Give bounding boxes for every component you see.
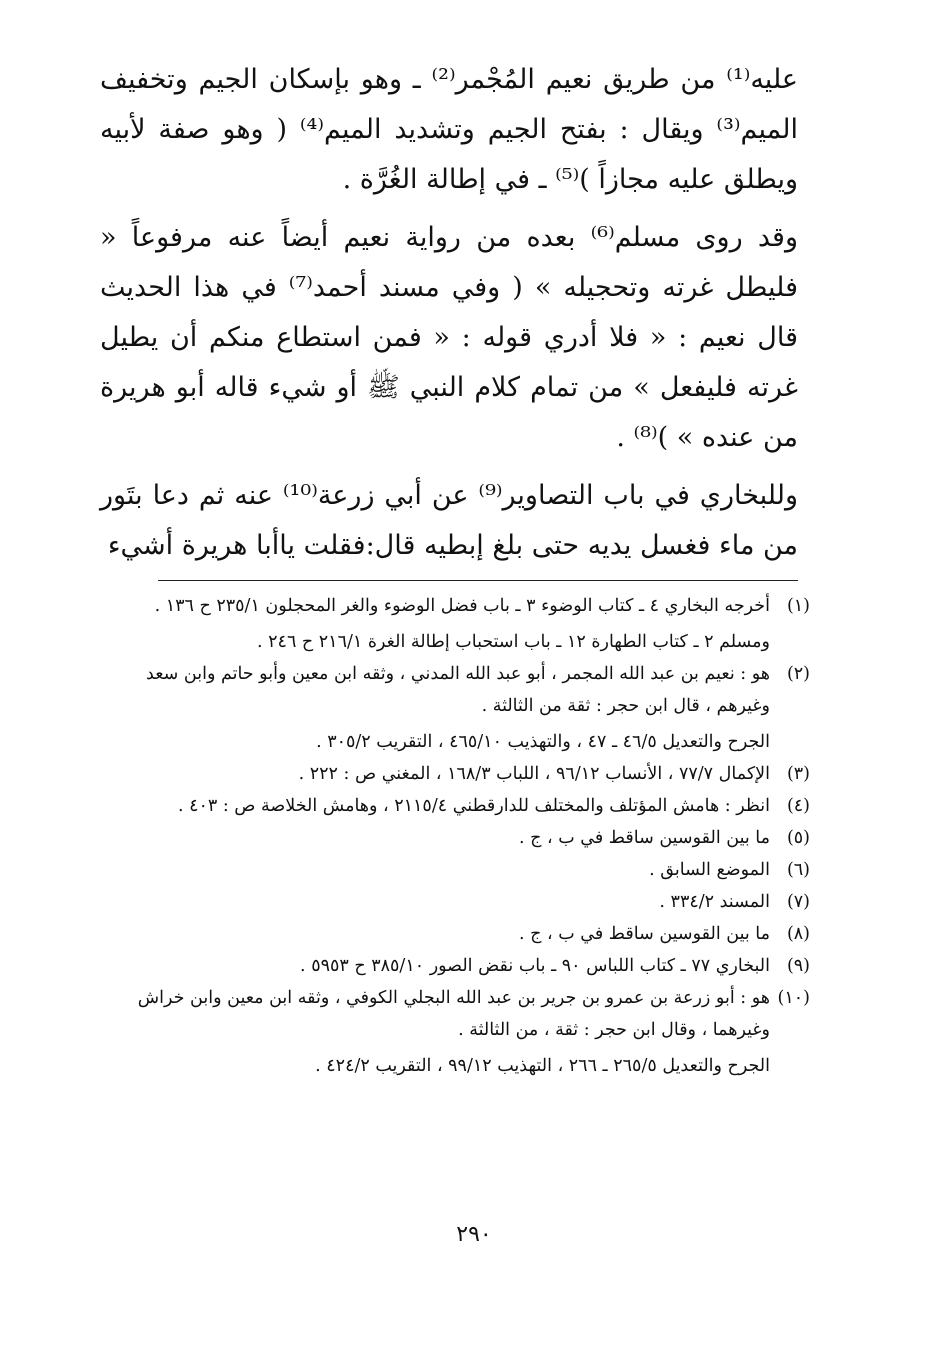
footnote: [98, 854, 810, 886]
footnote-line: الجرح والتعديل ٢٦٥/٥ ـ ٢٦٦ ، التهذيب ٩٩/١٢ ، التقريب ٤٢٤/٢ .: [315, 1056, 770, 1076]
footnote-number: (٥): [786, 828, 810, 848]
footnote-line: ومسلم ٢ ـ كتاب الطهارة ١٢ ـ باب استحباب إطالة الغرة ٢١٦/١ ح ٢٤٦ .: [257, 632, 770, 652]
footnote-divider: [158, 580, 798, 581]
footnote-text: [98, 918, 770, 950]
footnote-text: [98, 950, 770, 982]
footnote-line: أخرجه البخاري ٤ ـ كتاب الوضوء ٣ ـ باب فضل الوضوء والغر المحجلون ٢٣٥/١ ح ١٣٦ .: [154, 596, 770, 616]
footnote-number: (٩): [786, 956, 810, 976]
footnotes: [98, 590, 810, 1082]
footnote: [98, 658, 810, 758]
footnote-number: (٣): [786, 764, 810, 784]
footnote-text: [98, 982, 770, 1082]
footnote-line: هو : نعيم بن عبد الله المجمر ، أبو عبد الله المدني ، وثقه ابن معين وأبو حاتم وابن سعد وغيرهم ، قال ابن حجر : ثقة من الثالثة .: [146, 664, 770, 716]
footnote-line: ما بين القوسين ساقط في ب ، ج .: [519, 924, 770, 944]
footnote-number: (٤): [786, 796, 810, 816]
footnote: [98, 790, 810, 822]
footnote-text: [98, 758, 770, 790]
footnote: [98, 822, 810, 854]
paragraph: وقد روى مسلم⁽⁶⁾ بعده من رواية نعيم أيضاً عنه مرفوعاً « فليطل غرته وتحجيله » ( وفي مسند أحمد⁽⁷⁾ في هذا الحديث قال نعيم : « فلا أدري قوله : « فمن استطاع منكم أن يطيل غرته فليفعل » من تمام كلام النبي ﷺ أو شيء قاله أبو هريرة من عنده » )⁽⁸⁾ .: [100, 222, 798, 453]
page-number: ٢٩٠: [456, 1222, 492, 1247]
footnote-number: (١٠): [777, 988, 810, 1008]
footnote-line: انظر : هامش المؤتلف والمختلف للدارقطني ٢١١٥/٤ ، وهامش الخلاصة ص : ٤٠٣ .: [177, 796, 770, 816]
footnote-number: (٢): [786, 664, 810, 684]
footnote-number: (٧): [786, 892, 810, 912]
footnote-line: المسند ٣٣٤/٢ .: [659, 892, 770, 912]
footnote: [98, 982, 810, 1082]
footnote-number: (١): [786, 596, 810, 616]
paragraph: وللبخاري في باب التصاوير⁽⁹⁾ عن أبي زرعة⁽¹⁰⁾ عنه ثم دعا بتَور من ماء فغسل يديه حتى بلغ إبطيه قال:فقلت ياأبا هريرة أشيء: [100, 480, 798, 561]
footnote-line: البخاري ٧٧ ـ كتاب اللباس ٩٠ ـ باب نقض الصور ٣٨٥/١٠ ح ٥٩٥٣ .: [300, 956, 770, 976]
footnote-line: الجرح والتعديل ٤٦/٥ ـ ٤٧ ، والتهذيب ٤٦٥/١٠ ، التقريب ٣٠٥/٢ .: [316, 732, 770, 752]
footnote-text: [98, 822, 770, 854]
footnote: [98, 590, 810, 658]
footnote-line: هو : أبو زرعة بن عمرو بن جرير بن عبد الله البجلي الكوفي ، وثقه ابن معين وابن خراش وغيرهما ، وقال ابن حجر : ثقة ، من الثالثة .: [137, 988, 770, 1040]
footnote: [98, 886, 810, 918]
footnote-text: [98, 790, 770, 822]
footnote: [98, 758, 810, 790]
footnote-text: [98, 590, 770, 658]
footnote-text: [98, 854, 770, 886]
footnote: [98, 950, 810, 982]
footnote-number: (٦): [786, 860, 810, 880]
footnote-text: [98, 658, 770, 758]
footnote-line: الإكمال ٧٧/٧ ، الأنساب ٩٦/١٢ ، اللباب ١٦٨/٣ ، المغني ص : ٢٢٢ .: [298, 764, 770, 784]
main-text: [100, 55, 798, 571]
paragraph: عليه⁽¹⁾ من طريق نعيم المُجْمر⁽²⁾ ـ وهو بإسكان الجيم وتخفيف الميم⁽³⁾ ويقال : بفتح الجيم وتشديد الميم⁽⁴⁾ ( وهو صفة لأبيه ويطلق عليه مجازاً )⁽⁵⁾ ـ في إطالة الغُرَّة .: [100, 64, 798, 195]
footnote-line: الموضع السابق .: [649, 860, 770, 880]
footnote-number: (٨): [786, 924, 810, 944]
footnote-text: [98, 886, 770, 918]
footnote: [98, 918, 810, 950]
footnote-line: ما بين القوسين ساقط في ب ، ج .: [519, 828, 770, 848]
